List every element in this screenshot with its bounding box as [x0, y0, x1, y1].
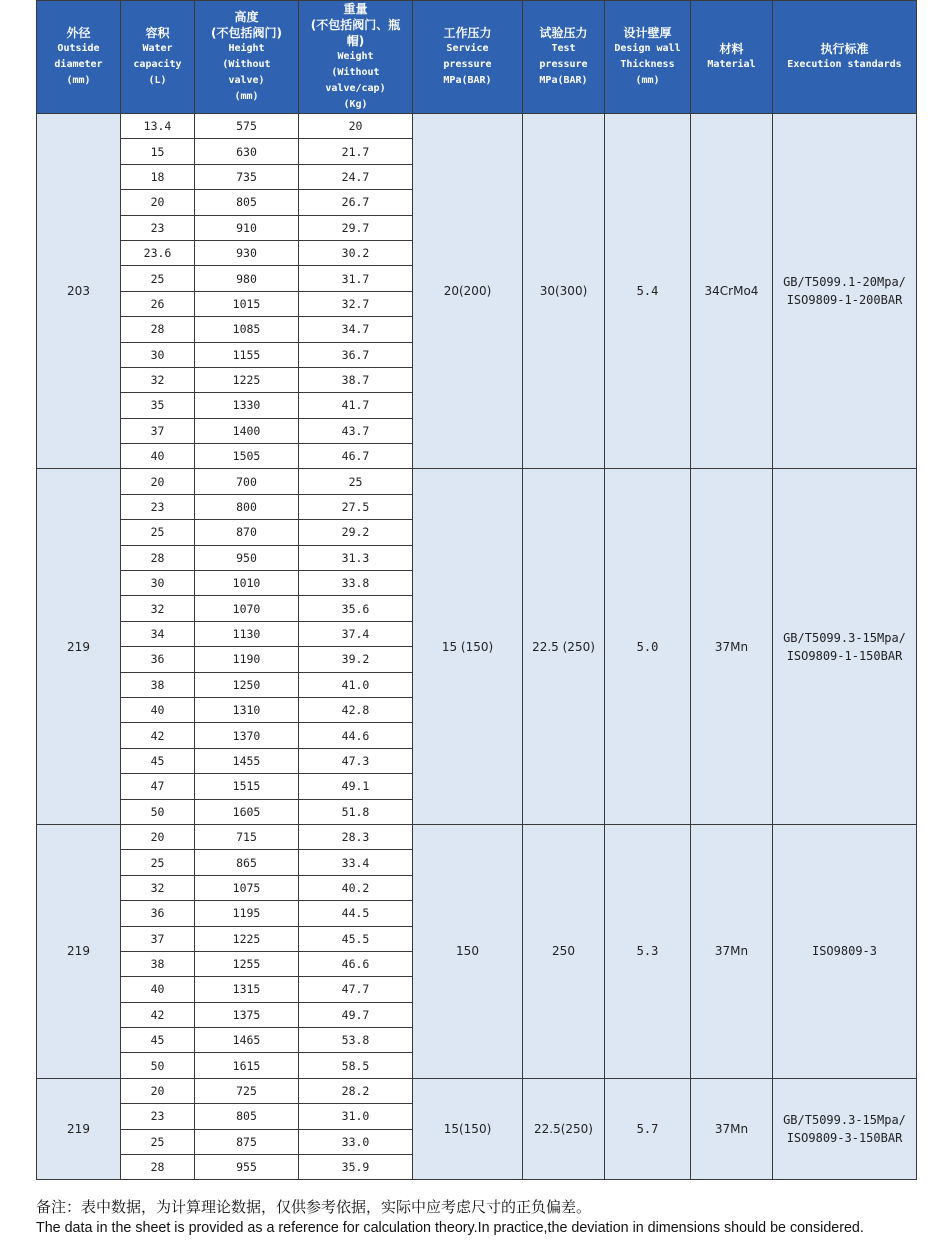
water-capacity-cell: 20	[121, 190, 195, 215]
weight-cell: 38.7	[299, 367, 413, 392]
footnote-chinese: 备注：表中数据，为计算理论数据，仅供参考依据，实际中应考虑尺寸的正负偏差。	[36, 1198, 592, 1216]
height-cell: 735	[195, 164, 299, 189]
header-en-text: (Without	[331, 67, 380, 78]
weight-cell: 33.4	[299, 850, 413, 875]
header-test-pressure	[523, 1, 605, 114]
height-cell: 1070	[195, 596, 299, 621]
water-capacity-cell: 28	[121, 545, 195, 570]
water-capacity-cell: 15	[121, 139, 195, 164]
header-cn-text: 执行标准	[820, 42, 869, 56]
height-cell: 1085	[195, 317, 299, 342]
wall-thickness-cell: 5.0	[605, 469, 691, 824]
height-cell: 1455	[195, 748, 299, 773]
material-cell: 37Mn	[691, 1078, 773, 1180]
water-capacity-cell: 26	[121, 291, 195, 316]
weight-cell: 34.7	[299, 317, 413, 342]
weight-cell: 21.7	[299, 139, 413, 164]
header-en-text: pressure	[539, 59, 588, 70]
header-execution-standards	[773, 1, 917, 114]
height-cell: 930	[195, 240, 299, 265]
material-cell: 34CrMo4	[691, 114, 773, 469]
height-cell: 865	[195, 850, 299, 875]
header-en-text: Thickness	[620, 59, 675, 70]
header-en-text: (mm)	[66, 75, 91, 86]
header-water-capacity	[121, 1, 195, 114]
header-en-text: valve/cap)	[325, 83, 386, 94]
height-cell: 1515	[195, 774, 299, 799]
outside-diameter-cell: 219	[37, 1078, 121, 1180]
height-cell: 1010	[195, 571, 299, 596]
header-cn-text: 设计壁厚	[623, 26, 672, 40]
weight-cell: 31.0	[299, 1104, 413, 1129]
header-en-text: MPa(BAR)	[539, 75, 588, 86]
height-cell: 700	[195, 469, 299, 494]
water-capacity-cell: 32	[121, 367, 195, 392]
weight-cell: 33.0	[299, 1129, 413, 1154]
outside-diameter-cell: 219	[37, 469, 121, 824]
header-row	[37, 1, 917, 114]
header-wall-thickness	[605, 1, 691, 114]
height-cell: 1250	[195, 672, 299, 697]
height-cell: 955	[195, 1155, 299, 1180]
water-capacity-cell: 25	[121, 850, 195, 875]
weight-cell: 47.7	[299, 977, 413, 1002]
weight-cell: 44.5	[299, 901, 413, 926]
header-en-text: Water	[142, 43, 173, 54]
height-cell: 715	[195, 824, 299, 849]
height-cell: 870	[195, 520, 299, 545]
water-capacity-cell: 36	[121, 647, 195, 672]
table-row	[37, 469, 917, 494]
header-en-text: Material	[707, 59, 756, 70]
weight-cell: 47.3	[299, 748, 413, 773]
water-capacity-cell: 50	[121, 799, 195, 824]
water-capacity-cell: 42	[121, 1002, 195, 1027]
header-en-text: valve)	[228, 75, 265, 86]
height-cell: 630	[195, 139, 299, 164]
water-capacity-cell: 25	[121, 520, 195, 545]
weight-cell: 58.5	[299, 1053, 413, 1078]
test-pressure-cell: 30(300)	[523, 114, 605, 469]
height-cell: 1505	[195, 444, 299, 469]
service-pressure-cell: 20(200)	[413, 114, 523, 469]
water-capacity-cell: 23	[121, 494, 195, 519]
water-capacity-cell: 23	[121, 215, 195, 240]
header-cn-text: 材料	[719, 42, 744, 56]
footnote	[36, 1196, 926, 1238]
table-row	[37, 1078, 917, 1103]
weight-cell: 25	[299, 469, 413, 494]
height-cell: 1130	[195, 621, 299, 646]
weight-cell: 46.6	[299, 951, 413, 976]
water-capacity-cell: 38	[121, 951, 195, 976]
weight-cell: 37.4	[299, 621, 413, 646]
test-pressure-cell: 250	[523, 824, 605, 1078]
water-capacity-cell: 37	[121, 926, 195, 951]
height-cell: 1075	[195, 875, 299, 900]
material-cell: 37Mn	[691, 824, 773, 1078]
height-cell: 1375	[195, 1002, 299, 1027]
weight-cell: 45.5	[299, 926, 413, 951]
wall-thickness-cell: 5.7	[605, 1078, 691, 1180]
header-height	[195, 1, 299, 114]
header-en-text: (mm)	[234, 91, 259, 102]
weight-cell: 35.9	[299, 1155, 413, 1180]
height-cell: 1310	[195, 697, 299, 722]
height-cell: 1315	[195, 977, 299, 1002]
weight-cell: 49.1	[299, 774, 413, 799]
weight-cell: 27.5	[299, 494, 413, 519]
water-capacity-cell: 36	[121, 901, 195, 926]
height-cell: 1195	[195, 901, 299, 926]
water-capacity-cell: 18	[121, 164, 195, 189]
header-en-text: Outside	[57, 43, 100, 54]
header-material	[691, 1, 773, 114]
water-capacity-cell: 20	[121, 469, 195, 494]
header-en-text: Height	[228, 43, 265, 54]
weight-cell: 24.7	[299, 164, 413, 189]
water-capacity-cell: 32	[121, 596, 195, 621]
header-cn-text: (不包括阀门、瓶	[310, 18, 401, 32]
header-en-text: capacity	[133, 59, 182, 70]
header-cn-text: 外径	[66, 26, 91, 40]
execution-standard-cell: GB/T5099.3-15Mpa/ ISO9809-1-150BAR	[773, 469, 917, 824]
height-cell: 950	[195, 545, 299, 570]
spec-body	[37, 114, 917, 1180]
table-row	[37, 114, 917, 139]
header-en-text: (L)	[148, 75, 167, 86]
weight-cell: 53.8	[299, 1028, 413, 1053]
header-service-pressure	[413, 1, 523, 114]
height-cell: 725	[195, 1078, 299, 1103]
header-en-text: (Without	[222, 59, 271, 70]
outside-diameter-cell: 203	[37, 114, 121, 469]
footnote-english: The data in the sheet is provided as a reference for calculation theory.In practice,the deviation in dimensions should be considered.	[36, 1220, 864, 1236]
header-en-text: Execution standards	[787, 59, 902, 70]
service-pressure-cell: 150	[413, 824, 523, 1078]
height-cell: 1155	[195, 342, 299, 367]
height-cell: 1615	[195, 1053, 299, 1078]
weight-cell: 51.8	[299, 799, 413, 824]
height-cell: 1465	[195, 1028, 299, 1053]
height-cell: 805	[195, 190, 299, 215]
weight-cell: 28.3	[299, 824, 413, 849]
header-cn-text: 重量	[343, 2, 368, 16]
spec-table	[36, 0, 917, 1180]
weight-cell: 33.8	[299, 571, 413, 596]
execution-standard-cell: GB/T5099.1-20Mpa/ ISO9809-1-200BAR	[773, 114, 917, 469]
water-capacity-cell: 20	[121, 824, 195, 849]
water-capacity-cell: 28	[121, 1155, 195, 1180]
weight-cell: 43.7	[299, 418, 413, 443]
weight-cell: 32.7	[299, 291, 413, 316]
water-capacity-cell: 35	[121, 393, 195, 418]
wall-thickness-cell: 5.4	[605, 114, 691, 469]
header-outside-diameter	[37, 1, 121, 114]
water-capacity-cell: 23	[121, 1104, 195, 1129]
height-cell: 1015	[195, 291, 299, 316]
weight-cell: 41.7	[299, 393, 413, 418]
service-pressure-cell: 15(150)	[413, 1078, 523, 1180]
wall-thickness-cell: 5.3	[605, 824, 691, 1078]
water-capacity-cell: 34	[121, 621, 195, 646]
height-cell: 1255	[195, 951, 299, 976]
execution-standard-cell: ISO9809-3	[773, 824, 917, 1078]
water-capacity-cell: 13.4	[121, 114, 195, 139]
height-cell: 875	[195, 1129, 299, 1154]
header-weight	[299, 1, 413, 114]
service-pressure-cell: 15 (150)	[413, 469, 523, 824]
height-cell: 910	[195, 215, 299, 240]
header-en-text: diameter	[54, 59, 103, 70]
height-cell: 1330	[195, 393, 299, 418]
water-capacity-cell: 50	[121, 1053, 195, 1078]
header-en-text: pressure	[443, 59, 492, 70]
weight-cell: 42.8	[299, 697, 413, 722]
execution-standard-cell: GB/T5099.3-15Mpa/ ISO9809-3-150BAR	[773, 1078, 917, 1180]
water-capacity-cell: 47	[121, 774, 195, 799]
header-en-text: Service	[446, 43, 489, 54]
water-capacity-cell: 28	[121, 317, 195, 342]
height-cell: 800	[195, 494, 299, 519]
water-capacity-cell: 45	[121, 1028, 195, 1053]
height-cell: 1225	[195, 367, 299, 392]
height-cell: 980	[195, 266, 299, 291]
water-capacity-cell: 40	[121, 977, 195, 1002]
water-capacity-cell: 37	[121, 418, 195, 443]
height-cell: 1225	[195, 926, 299, 951]
water-capacity-cell: 42	[121, 723, 195, 748]
weight-cell: 28.2	[299, 1078, 413, 1103]
table-row	[37, 824, 917, 849]
header-en-text: Test	[551, 43, 576, 54]
weight-cell: 41.0	[299, 672, 413, 697]
header-en-text: Weight	[337, 51, 374, 62]
weight-cell: 35.6	[299, 596, 413, 621]
water-capacity-cell: 45	[121, 748, 195, 773]
weight-cell: 30.2	[299, 240, 413, 265]
weight-cell: 49.7	[299, 1002, 413, 1027]
water-capacity-cell: 25	[121, 1129, 195, 1154]
test-pressure-cell: 22.5(250)	[523, 1078, 605, 1180]
header-cn-text: 容积	[145, 26, 170, 40]
water-capacity-cell: 40	[121, 444, 195, 469]
header-en-text: (mm)	[635, 75, 660, 86]
outside-diameter-cell: 219	[37, 824, 121, 1078]
header-cn-text: 帽)	[346, 34, 365, 48]
material-cell: 37Mn	[691, 469, 773, 824]
weight-cell: 20	[299, 114, 413, 139]
water-capacity-cell: 30	[121, 342, 195, 367]
test-pressure-cell: 22.5 (250)	[523, 469, 605, 824]
weight-cell: 39.2	[299, 647, 413, 672]
weight-cell: 36.7	[299, 342, 413, 367]
header-cn-text: 高度	[234, 10, 259, 24]
water-capacity-cell: 38	[121, 672, 195, 697]
header-cn-text: 试验压力	[539, 26, 588, 40]
weight-cell: 29.7	[299, 215, 413, 240]
header-cn-text: (不包括阀门)	[211, 26, 282, 40]
weight-cell: 26.7	[299, 190, 413, 215]
water-capacity-cell: 23.6	[121, 240, 195, 265]
water-capacity-cell: 32	[121, 875, 195, 900]
height-cell: 1400	[195, 418, 299, 443]
weight-cell: 44.6	[299, 723, 413, 748]
header-cn-text: 工作压力	[443, 26, 492, 40]
header-en-text: (Kg)	[343, 99, 368, 110]
water-capacity-cell: 25	[121, 266, 195, 291]
weight-cell: 29.2	[299, 520, 413, 545]
height-cell: 1370	[195, 723, 299, 748]
weight-cell: 31.7	[299, 266, 413, 291]
water-capacity-cell: 40	[121, 697, 195, 722]
header-en-text: MPa(BAR)	[443, 75, 492, 86]
height-cell: 805	[195, 1104, 299, 1129]
height-cell: 1190	[195, 647, 299, 672]
water-capacity-cell: 30	[121, 571, 195, 596]
water-capacity-cell: 20	[121, 1078, 195, 1103]
height-cell: 1605	[195, 799, 299, 824]
height-cell: 575	[195, 114, 299, 139]
weight-cell: 40.2	[299, 875, 413, 900]
weight-cell: 46.7	[299, 444, 413, 469]
weight-cell: 31.3	[299, 545, 413, 570]
header-en-text: Design wall	[614, 43, 681, 54]
